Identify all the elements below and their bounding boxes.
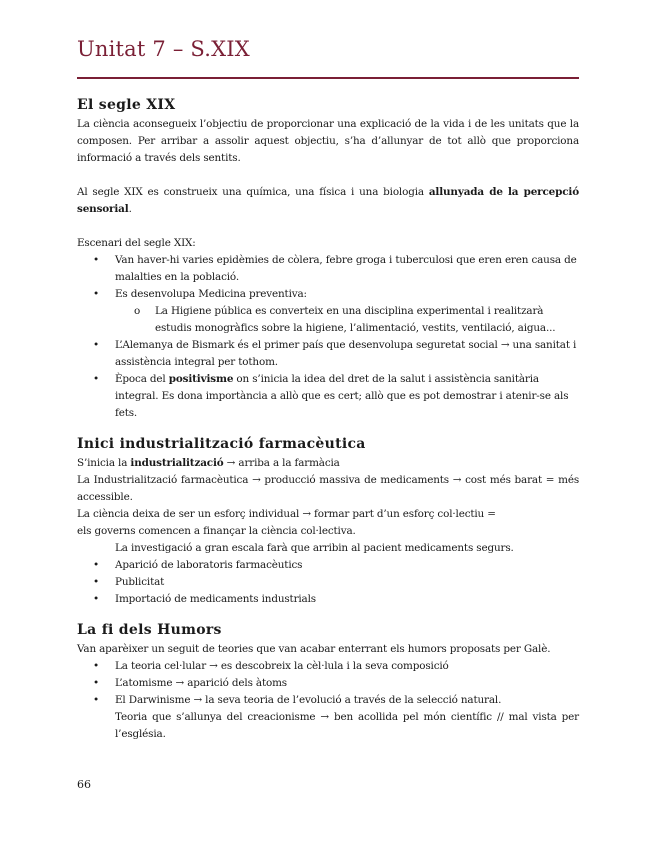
list-item	[77, 286, 579, 303]
page-number: 66	[77, 778, 91, 791]
paragraph: La ciència aconsegueix l’objectiu de proporcionar una explicació de la vida i de les unitats que la composen. Per arribar a assolir aquest objectiu, s’ha d’allunyar de tot allò que proporciona informació a través dels sentits.	[77, 118, 579, 164]
sub-list-item: o La Higiene pública es converteix en una disciplina experimental i realitzarà estudis monogràfics sobre la higiene, l’alimentació, vestits, ventilació, aigua...	[77, 303, 579, 337]
section-industrialitzacio	[77, 434, 579, 608]
text: on s’inicia la idea del dret de la salut i assistència sanitària integral. Es dona importància a allò que es cert; allò que es pot demostrar i atenir-se als fets.	[115, 373, 569, 419]
section-el-segle-xix	[77, 95, 579, 422]
list-item: • Publicitat	[77, 574, 579, 591]
list-item: • L’Alemanya de Bismark és el primer país que desenvolupa seguretat social → una sanitat i assistència integral per tothom.	[77, 337, 579, 371]
list-item: • Van haver-hi varies epidèmies de còlera, febre groga i tuberculosi que eren eren causa de malalties en la població.	[77, 252, 579, 286]
page-title: Unitat 7 – S.XIX	[77, 37, 250, 61]
list-item-continuation: Teoria que s’allunya del creacionisme → ben acollida pel món científic // mal vista per l’església.	[115, 711, 579, 740]
list-item: • La teoria cel·lular → es descobreix la cèl·lula i la seva composició	[77, 658, 579, 675]
paragraph: Escenari del segle XIX:	[77, 237, 196, 249]
section-fi-dels-humors	[77, 620, 579, 743]
bold-text: industrialització	[130, 457, 224, 469]
paragraph	[77, 184, 579, 218]
paragraph: Van aparèixer un seguit de teories que van acabar enterrant els humors proposats per Galè.	[77, 643, 551, 655]
bullet-list	[77, 252, 579, 303]
list-item-text: • El Darwinisme → la seva teoria de l’evolució a través de la selecció natural.	[115, 694, 502, 706]
bullet-list	[77, 337, 579, 422]
section-heading: El segle XIX	[77, 97, 176, 113]
bullet-list	[77, 557, 579, 608]
document-body	[77, 95, 579, 743]
sub-list	[77, 303, 579, 337]
section-heading: Inici industrialització farmacèutica	[77, 436, 366, 452]
text: S’inicia la	[77, 457, 131, 469]
paragraph: La investigació a gran escala farà que arribin al pacient medicaments segurs.	[115, 542, 514, 554]
list-item	[77, 692, 579, 743]
paragraph	[77, 455, 579, 472]
list-item: • Importació de medicaments industrials	[77, 591, 579, 608]
list-item	[77, 371, 579, 422]
list-item: • L’atomisme → aparició dels àtoms	[77, 675, 579, 692]
paragraph: La Industrialització farmacèutica → producció massiva de medicaments → cost més barat = més accessible.	[77, 474, 579, 503]
bullet-list	[77, 658, 579, 743]
paragraph: La ciència deixa de ser un esforç individual → formar part d’un esforç col·lectiu =	[77, 508, 496, 520]
title-divider	[77, 77, 579, 79]
list-item: • Aparició de laboratoris farmacèutics	[77, 557, 579, 574]
bold-text: positivisme	[168, 373, 234, 385]
section-heading: La fi dels Humors	[77, 622, 222, 638]
text: Al segle XIX es construeix una química, una física i una biologia	[77, 186, 429, 198]
text: → arriba a la farmàcia	[223, 457, 340, 469]
bold-text: allunyada de la percepció sensorial	[77, 186, 579, 215]
list-item-text: Es desenvolupa Medicina preventiva:	[115, 288, 307, 300]
text: Època del	[115, 373, 169, 385]
text: .	[128, 203, 132, 215]
paragraph: els governs comencen a finançar la ciència col·lectiva.	[77, 525, 356, 537]
